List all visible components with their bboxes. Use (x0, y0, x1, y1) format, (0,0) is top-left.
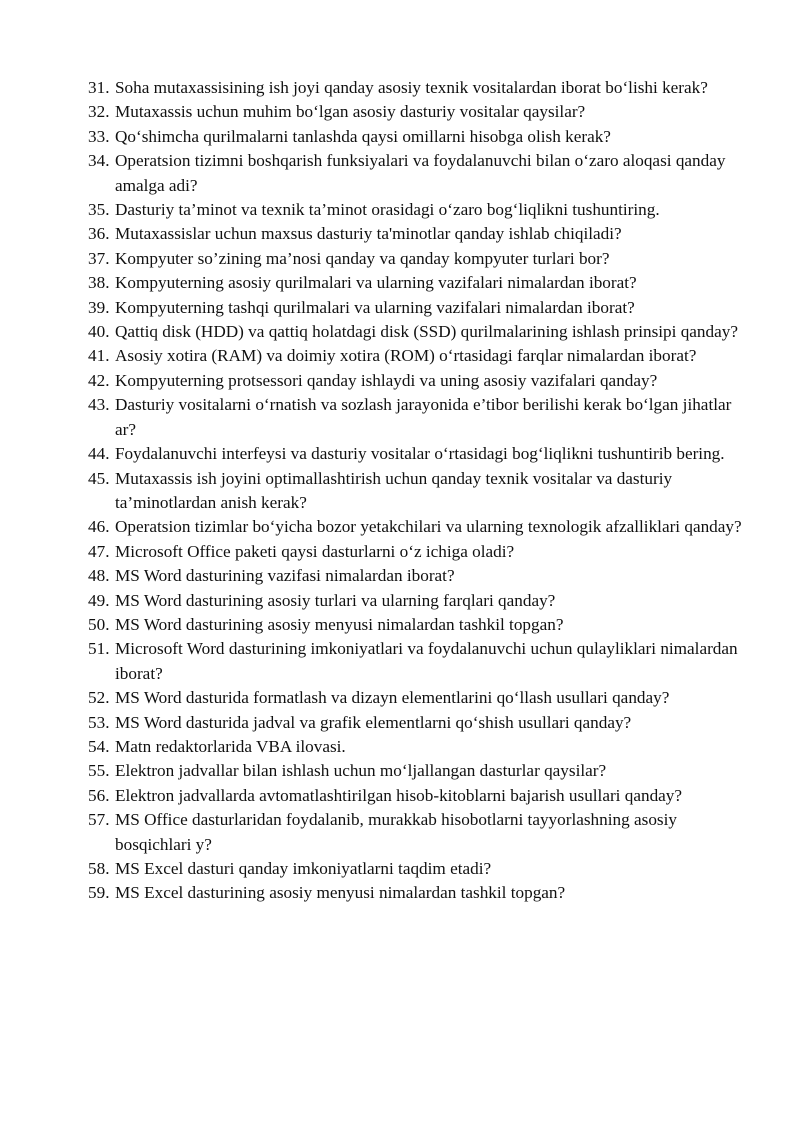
question-item (88, 857, 748, 881)
question-item (88, 100, 748, 124)
question-text: Operatsion tizimni boshqarish funksiyalari va foydalanuvchi bilan o‘zaro aloqasi qanday amalga adi? (115, 151, 726, 195)
question-text: Kompyuterning tashqi qurilmalari va ularning vazifalari nimalardan iborat? (115, 297, 635, 317)
question-number: 41. (88, 346, 110, 366)
question-item (88, 76, 748, 100)
question-item (88, 515, 748, 539)
question-text: Elektron jadvallarda avtomatlashtirilgan hisob-kitoblarni bajarish usullari qanday? (115, 785, 683, 805)
question-text: Qattiq disk (HDD) va qattiq holatdagi disk (SSD) qurilmalarining ishlash prinsipi qanday? (115, 322, 738, 342)
question-number: 48. (88, 566, 110, 586)
question-text: MS Excel dasturi qanday imkoniyatlarni taqdim etadi? (115, 859, 492, 878)
question-item (88, 784, 748, 808)
question-number: 43. (88, 395, 110, 415)
question-text: Microsoft Office paketi qaysi dasturlarni o‘z ichiga oladi? (115, 541, 515, 561)
question-item (88, 735, 748, 759)
question-item (88, 125, 748, 149)
question-text: Qo‘shimcha qurilmalarni tanlashda qaysi omillarni hisobga olish kerak? (115, 126, 611, 146)
question-text: Kompyuterning asosiy qurilmalari va ularning vazifalari nimalardan iborat? (115, 273, 637, 293)
question-text: Dasturiy ta’minot va texnik ta’minot orasidagi o‘zaro bog‘liqlikni tushuntiring. (115, 200, 660, 220)
question-item (88, 711, 748, 735)
question-item (88, 881, 748, 905)
question-text: MS Excel dasturining asosiy menyusi nimalardan tashkil topgan? (115, 883, 566, 903)
question-item (88, 344, 748, 368)
question-text: MS Office dasturlaridan foydalanib, murakkab hisobotlarni tayyorlashning asosiy bosqichlari y? (115, 810, 677, 854)
question-item (88, 198, 748, 222)
question-item (88, 637, 748, 686)
question-number: 39. (88, 297, 110, 317)
question-text: MS Word dasturining asosiy menyusi nimalardan tashkil topgan? (115, 614, 564, 634)
question-item (88, 247, 748, 271)
question-text: Kompyuterning protsessori qanday ishlaydi va uning asosiy vazifalari qanday? (115, 370, 658, 390)
question-number: 58. (88, 859, 110, 878)
question-number: 50. (88, 614, 110, 634)
question-item (88, 589, 748, 613)
question-number: 34. (88, 151, 110, 171)
question-text: Mutaxassislar uchun maxsus dasturiy ta'minotlar qanday ishlab chiqiladi? (115, 224, 622, 244)
question-number: 35. (88, 200, 110, 220)
question-text: Matn redaktorlarida VBA ilovasi. (115, 736, 346, 756)
question-text: Microsoft Word dasturining imkoniyatlari va foydalanuvchi uchun qulayliklari nimalardan iborat? (115, 639, 738, 683)
question-text: Foydalanuvchi interfeysi va dasturiy vositalar o‘rtasidagi bog‘liqlikni tushuntirib bering. (115, 444, 725, 464)
question-number: 38. (88, 273, 110, 293)
question-number: 37. (88, 248, 110, 268)
question-text: Elektron jadvallar bilan ishlash uchun mo‘ljallangan dasturlar qaysilar? (115, 761, 607, 781)
question-text: Mutaxassis ish joyini optimallashtirish uchun qanday texnik vositalar va dasturiy ta’minotlardan anish kerak? (115, 468, 673, 512)
question-text: Soha mutaxassisining ish joyi qanday asosiy texnik vositalardan iborat bo‘lishi kerak? (115, 78, 708, 97)
question-number: 56. (88, 785, 110, 805)
question-text: Kompyuter so’zining ma’nosi qanday va qanday kompyuter turlari bor? (115, 248, 610, 268)
question-text: Dasturiy vositalarni o‘rnatish va sozlash jarayonida e’tibor berilishi kerak bo‘lgan jihatlar ar? (115, 395, 732, 439)
question-item (88, 808, 748, 857)
question-number: 36. (88, 224, 110, 244)
question-number: 32. (88, 102, 110, 122)
question-number: 51. (88, 639, 110, 659)
question-item (88, 393, 748, 442)
question-item (88, 222, 748, 246)
question-number: 44. (88, 444, 110, 464)
question-text: MS Word dasturida jadval va grafik elementlarni qo‘shish usullari qanday? (115, 712, 632, 732)
question-number: 40. (88, 322, 110, 342)
question-number: 59. (88, 883, 110, 903)
question-item (88, 759, 748, 783)
question-item (88, 613, 748, 637)
question-text: MS Word dasturida formatlash va dizayn elementlarini qo‘llash usullari qanday? (115, 688, 670, 708)
question-item (88, 271, 748, 295)
question-number: 31. (88, 78, 110, 97)
question-number: 57. (88, 810, 110, 830)
question-number: 42. (88, 370, 110, 390)
question-list (88, 76, 748, 906)
question-item (88, 540, 748, 564)
question-number: 53. (88, 712, 110, 732)
question-item (88, 369, 748, 393)
question-text: MS Word dasturining asosiy turlari va ularning farqlari qanday? (115, 590, 556, 610)
question-text: Asosiy xotira (RAM) va doimiy xotira (ROM) o‘rtasidagi farqlar nimalardan iborat? (115, 346, 697, 366)
question-number: 47. (88, 541, 110, 561)
question-number: 52. (88, 688, 110, 708)
question-item (88, 442, 748, 466)
question-item (88, 149, 748, 198)
question-number: 54. (88, 736, 110, 756)
question-text: Operatsion tizimlar bo‘yicha bozor yetakchilari va ularning texnologik afzalliklari qanday? (115, 517, 742, 537)
question-item (88, 320, 748, 344)
question-item (88, 296, 748, 320)
question-number: 49. (88, 590, 110, 610)
question-number: 45. (88, 468, 110, 488)
question-number: 55. (88, 761, 110, 781)
question-item (88, 564, 748, 588)
question-number: 33. (88, 126, 110, 146)
question-item (88, 686, 748, 710)
question-text: MS Word dasturining vazifasi nimalardan iborat? (115, 566, 455, 586)
question-number: 46. (88, 517, 110, 537)
question-text: Mutaxassis uchun muhim bo‘lgan asosiy dasturiy vositalar qaysilar? (115, 102, 586, 122)
question-item (88, 467, 748, 516)
